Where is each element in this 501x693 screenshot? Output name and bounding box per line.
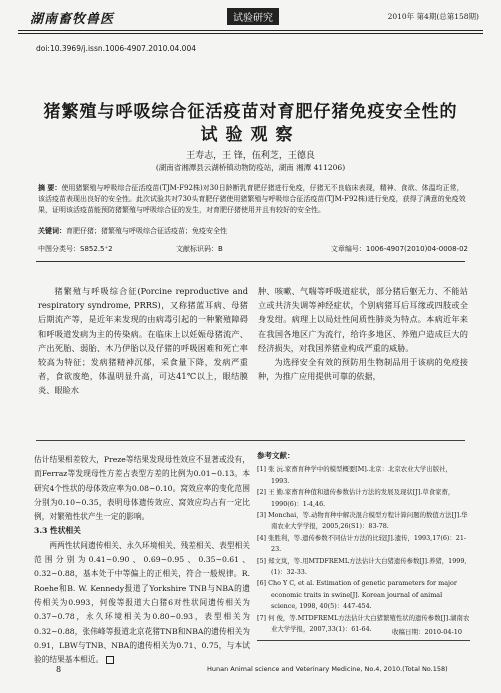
body-column-right	[258, 284, 468, 383]
body-column-left	[38, 284, 248, 398]
reference-item: [3] Monchai，等.动物育种中解决混合模型方程计算问题的数值方法[J].华南农业大学学报，2005,26(S1)：83-78.	[257, 511, 468, 531]
keywords-text: 育肥仔猪；猪繁殖与呼吸综合征活疫苗；免疫安全性	[66, 227, 227, 235]
inset-column-left	[34, 453, 250, 667]
body-paragraph: 肿、咳嗽、气喘等呼吸道症状，部分猪后躯无力、不能站立或共济失调等神经症状，个别病猪耳后耳缘或四肢或全身发绀。病理上以局灶性间质性肺炎为特点。本病近年来在我国各地区广为流行，给许多地区、养殖户造成巨大的经济损失，对我国养猪业构成严重的威胁。	[258, 286, 468, 353]
header-rule	[18, 30, 483, 31]
inset-paragraph-text: 两两性状间遗传相关、永久环境相关、残差相关、表型相关范围分别为0.41~0.90、0.69~0.95、0.35~0.61、0.32~0.88，基本处于中等偏上的正相关，符合一般规律。R. Roehe和B. W. Kennedy报道了Yorkshire TNB与NBA的遗传相关为0.993，何俊等报道大白猪6对性状间遗传相关为0.37~0.78，永久环境相关为0.80~0.93，表型相关为0.32~0.88，张伟峰等报道北京花猪TNB和NBA的遗传相关为0.91，LBW与TNB、NBA的遗传相关为0.71、0.75，与本试验的结果基本相近。	[34, 540, 250, 665]
inset-paragraph: 估计结果相差较大，Preze等结果发现母性效应不显著或没有，而Ferraz等发现母性方差占表型方差的比例为0.01~0.13。本研究4个性状的母体效应率为0.08~0.10。窝效应率的变化范围分别为0.10~0.35，表明母体遗传效应、窝效应均占有一定比例，对繁殖性状产生一定的影响。	[34, 455, 250, 522]
abstract-label: 摘 要：	[38, 183, 62, 192]
reference-item: [4] 张胜利，等.遗传参数不同估计方法的比较[J].遗传，1993,17(6)：21-23.	[257, 533, 467, 554]
reference-item: [1] 张 沅.家畜育种学中的模型概要[M].北京：北京农业大学出版社，1993.	[257, 465, 452, 485]
authors: 王寿志，王 锋，伍利芝，王德良	[186, 151, 315, 161]
keywords-label: 关键词：	[38, 226, 66, 235]
reference-item: [6] Cho Y C, et al. Estimation of genetic parameters for major economic traits in swine[J]. Korean journal of animal science, 1998, 40(5)：447-454.	[257, 579, 457, 611]
subsection-heading: 3.3 性状相关	[34, 526, 81, 536]
inset-paragraph	[34, 539, 250, 668]
section-rule	[36, 261, 465, 262]
body-paragraph: 猪繁殖与呼吸综合征(Porcine reproductive and respiratory syndrome, PRRS)，又称猪蓝耳病、母猪后期流产等，是近年来发现的由病毒引起的一种繁殖障碍和呼吸道发病为主的传染病。在临床上以妊娠母猪流产、产出死胎、弱胎、木乃伊胎以及仔猪的呼吸困难和死亡率较高为特征；发病猪精神沉郁，采食量下降，发病严重者，食欲废绝，体温明显升高，可达41℃以上，眼结膜炎、眼睑水	[38, 286, 248, 396]
clc-number: 中图分类号：S852.5⁺2	[38, 245, 113, 253]
affiliation: (湖南省湘潭县云湖桥镇动物防疫站，湖南 湘潭 411206)	[155, 163, 346, 172]
title-line-1: 猪繁殖与呼吸综合征活疫苗对育肥仔猪免疫安全性的	[43, 102, 458, 122]
header-rule-thin	[18, 33, 483, 34]
reference-item: [5] 郑文岚，等.用MTDFREML方法估计大白猪遗传参数[J].养猪，1999,(1)：32-33.	[257, 556, 467, 577]
document-code: 文献标识码：B	[176, 245, 223, 253]
reference-item: [7] 何 俊，等.MTDFREML方法估计大白猪繁殖性状的遗传参数[J].湖南农业大学学报，2007,33(1)：61-64.	[257, 613, 470, 634]
issue-info: 2010年 第4期(总第158期)	[387, 12, 479, 21]
references	[257, 450, 470, 636]
received-date: 收稿日期：2010-04-10	[392, 628, 462, 636]
references-heading: 参考文献：	[257, 451, 295, 460]
column-label: 试验研究	[227, 8, 279, 25]
keywords	[38, 226, 468, 236]
inset-rule	[36, 440, 465, 441]
page-number: 8	[56, 665, 62, 674]
journal-footer: Hunan Animal science and Veterinary Medicine, No.4, 2010.(Total No.158)	[207, 665, 448, 673]
abstract	[38, 182, 468, 216]
abstract-text: 使用猪繁殖与呼吸综合征活疫苗(TJM-F92株)对30日龄断乳育肥仔猪进行免疫，仔猪无不良临床表现，精神、食欲、体温均正常，该活疫苗表现出良好的安全性。此次试验共对730头育肥仔猪使用猪繁殖与呼吸综合征活疫苗(TJM-F92株)进行免疫，获得了满意的免疫效果，证明该活疫苗能预防猪繁殖与呼吸综合征的发生，对育肥仔猪使用并且有较好的安全性。	[38, 184, 466, 214]
references-rule	[257, 640, 470, 641]
title-line-2: 试验观察	[200, 125, 301, 145]
body-paragraph: 为选择安全有效的预防用生物制品用于该病的免疫接种，为推广应用提供可靠的依据，	[258, 357, 468, 382]
article-number: 文章编号：1006-4907(2010)04-0008-02	[330, 245, 468, 253]
reference-item: [2] 王 勤.家畜育种值和遗传参数估计方法的发展及现状[J].草食家畜，1990(6)：1-4,46.	[257, 488, 455, 508]
doi: doi:10.3969/j.issn.1006-4907.2010.04.004	[36, 44, 196, 53]
end-mark-icon	[106, 656, 114, 664]
journal-logo: 湖南畜牧兽医	[30, 12, 115, 27]
